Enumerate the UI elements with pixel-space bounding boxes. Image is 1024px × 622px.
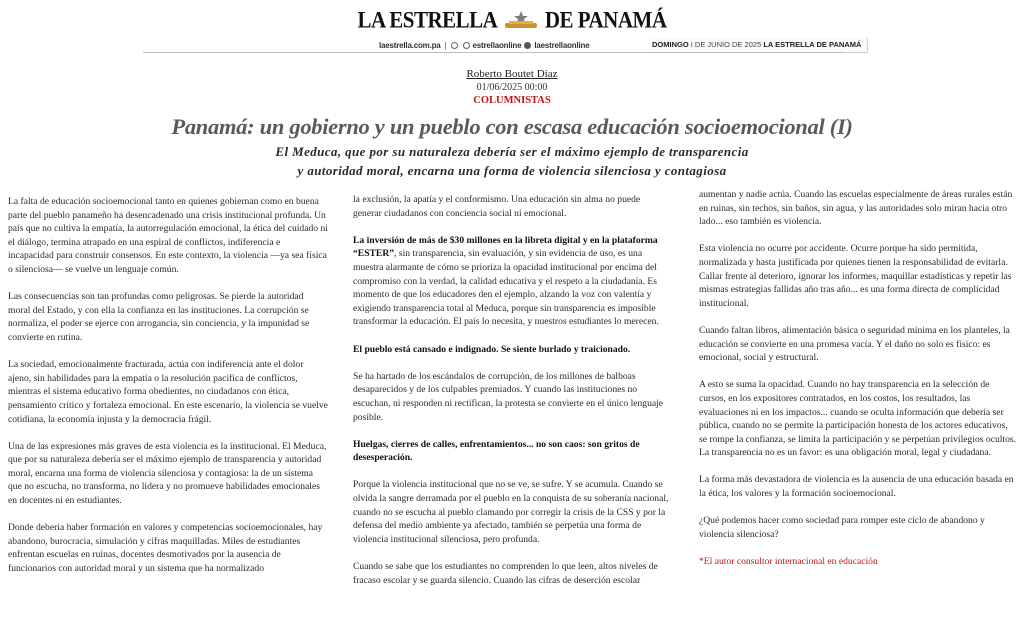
website-link[interactable]: laestrella.com.pa (379, 41, 441, 50)
dateline-date: I DE JUNIO DE 2025 (690, 40, 762, 49)
paragraph: Se ha hartado de los escándalos de corrupción, de los millones de balboas desaparecidos y de los culpables premiados. Y cuando las instituciones no escuchan, ni responden ni rectifican, la protesta se convierte en el único lenguaje posible. (353, 370, 664, 423)
paragraph-rest: , sin transparencia, sin evaluación, y sin evidencia de uso, es una muestra alarmante de cómo se prioriza la opacidad institucional por encima del compromiso con la verdad, la calidad educativa y el respeto a la ciudadanía. Es momento de que los educadores den el ejemplo, alzando la voz con valentía y exigiendo transparencia total al Meduca, porque sin transparencia es imposible transformar la educación. El país lo necesita, y nuestros estudiantes lo merecen. (353, 248, 659, 328)
paragraph: la exclusión, la apatía y el conformismo. Una educación sin alma no puede generar ciudadanos con conciencia social ni emocional. (353, 194, 641, 219)
publish-date: 01/06/2025 00:00 (476, 82, 548, 93)
section-label[interactable]: COLUMNISTAS (473, 95, 551, 106)
newspaper-logo[interactable] (0, 8, 1024, 33)
paragraph: A esto se suma la opacidad. Cuando no hay transparencia en la selección de cursos, en los expositores contratados, en los costos, los resultados, las evaluaciones ni en los impactos... cuando se oculta información que debería ser pública, cuando no se permite la participación honesta de los actores educativos, se rompe la confianza, se limita la participación y se perpetúan privilegios ocultos. La transparencia no es un favor: es una obligación moral, legal y ciudadana. (699, 379, 1017, 459)
paragraph: La sociedad, emocionalmente fracturada, actúa con indiferencia ante el dolor ajeno, sin habilidades para la empatía o la resolución pacífica de conflictos, mientras el sistema educativo forma obedientes, no ciudadanos con ética, pensamiento crítico y fortaleza emocional. En este escenario, la violencia se vuelve cotidiana, la economía injusta y la democracia frágil. (8, 359, 328, 425)
bold-paragraph (353, 343, 669, 357)
instagram-icon[interactable] (524, 42, 531, 49)
subtitle-line-1: El Meduca, que por su naturaleza debería ser el máximo ejemplo de transparencia (275, 144, 749, 159)
dateline (649, 38, 868, 53)
paragraph: La falta de educación socioemocional tanto en quienes gobiernan como en buena parte del pueblo panameño ha desencadenado una crisis institucional profunda. Un país que no cultiva la empatía, la autorregulación emocional, la ética del cuidado ni el diálogo, termina atrapado en una espiral de conflictos, indiferencia e incapacidad para construir consensos. En este contexto, la violencia —ya sea física o silenciosa— se vuelve un lenguaje común. (8, 196, 328, 275)
social-handle-estrellaonline[interactable]: estrellaonline (472, 41, 522, 50)
dateline-paper: LA ESTRELLA DE PANAMÁ (763, 40, 862, 49)
social-handle-laestrellaonline[interactable]: laestrellaonline (534, 41, 590, 50)
logo-text-right: DE PANAMÁ (544, 6, 667, 33)
paragraph: La forma más devastadora de violencia es la ausencia de una educación basada en la ética, los valores y la formación socioemocional. (699, 474, 1014, 500)
article-column-1 (8, 195, 328, 589)
article-column-3 (699, 188, 1017, 582)
article-title: Panamá: un gobierno y un pueblo con escasa educación socioemocional (I) (171, 114, 853, 139)
header-divider (143, 52, 843, 53)
paragraph (353, 234, 669, 329)
paragraph: Porque la violencia institucional que no se ve, se sufre. Y se acumula. Cuando se olvida la sangre derramada por el pueblo en la conquista de su soberanía nacional, cuando no se escucha al pueblo clamando por corregir la crisis de la CSS y por la defensa del medio ambiente ya afectado, también se perpetúa una forma de violencia institucional silenciosa, pero profunda. (353, 479, 669, 545)
bold-paragraph (353, 438, 669, 465)
paragraph: Una de las expresiones más graves de esta violencia es la institucional. El Meduca, que por su naturaleza debería ser el máximo ejemplo de transparencia y autoridad moral, encarna una forma de violencia silenciosa y contagiosa: la de un sistema que no escucha, no transforma, no lidera y no promueve habilidades emocionales en docentes ni en estudiantes. (8, 440, 327, 507)
twitter-icon[interactable] (463, 42, 470, 49)
article-subtitle (0, 142, 1024, 180)
bold-text: Huelgas, cierres de calles, enfrentamientos... no son caos: son gritos de desesperación. (353, 438, 640, 464)
facebook-icon[interactable] (451, 42, 458, 49)
paragraph: Las consecuencias son tan profundas como peligrosas. Se pierde la autoridad moral del Estado, y con ella la confianza en las instituciones. La corrupción se normaliza, el poder se ejerce con arrogancia, sin conciencia, y la impunidad se convierte en rutina. (8, 291, 310, 343)
paragraph: aumentan y nadie actúa. Cuando las escuelas especialmente de áreas rurales están en ruinas, sin techos, sin baños, sin agua, y las autoridades solo miran hacia otro lado... eso también es violencia. (699, 189, 1013, 228)
logo-text-left: LA ESTRELLA (357, 6, 498, 33)
author-link[interactable]: Roberto Boutet Díaz (466, 68, 558, 80)
social-bar (379, 41, 589, 50)
crown-star-icon (503, 10, 539, 30)
subtitle-line-2: y autoridad moral, encarna una forma de violencia silenciosa y contagiosa (297, 163, 727, 178)
bold-lead: La inversión de más de $30 millones en la libreta digital y en la plataforma “ESTER” (353, 234, 658, 260)
author-footnote: *El autor consultor internacional en educación (699, 556, 878, 568)
separator: | (444, 41, 447, 50)
masthead (0, 0, 1024, 60)
paragraph: ¿Qué podemos hacer como sociedad para romper este ciclo de abandono y violencia silenciosa? (699, 515, 985, 540)
bold-text: El pueblo está cansado e indignado. Se siente burlado y traicionado. (353, 343, 631, 355)
paragraph: Cuando se sabe que los estudiantes no comprenden lo que leen, altos niveles de fracaso escolar y se guarda silencio. Cuando las cifras de deserción escolar (353, 561, 658, 586)
paragraph: Esta violencia no ocurre por accidente. Ocurre porque ha sido permitida, normalizada y hasta justificada por quienes tienen la responsabilidad de evitarla. Callar frente al deterioro, ignorar los informes, maquillar estadísticas y repetir las mismas estrategias fallidas año tras año... es una forma directa de complicidad institucional. (699, 243, 1012, 309)
article-column-2 (353, 193, 669, 601)
paragraph: Cuando faltan libros, alimentación básica o seguridad mínima en los planteles, la educación se convierte en una promesa vacía. Y el daño no solo es físico: es emocional, social y estructural. (699, 324, 1010, 364)
dateline-day: DOMINGO (652, 40, 689, 49)
paragraph: Donde debería haber formación en valores y competencias socioemocionales, hay abandono, burocracia, simulación y cifras maquilladas. Miles de estudiantes enfrentan escuelas en ruinas, docentes desmotivados por la ausencia de funcionarios con autoridad moral y un sistema que ha normalizado (8, 522, 323, 575)
